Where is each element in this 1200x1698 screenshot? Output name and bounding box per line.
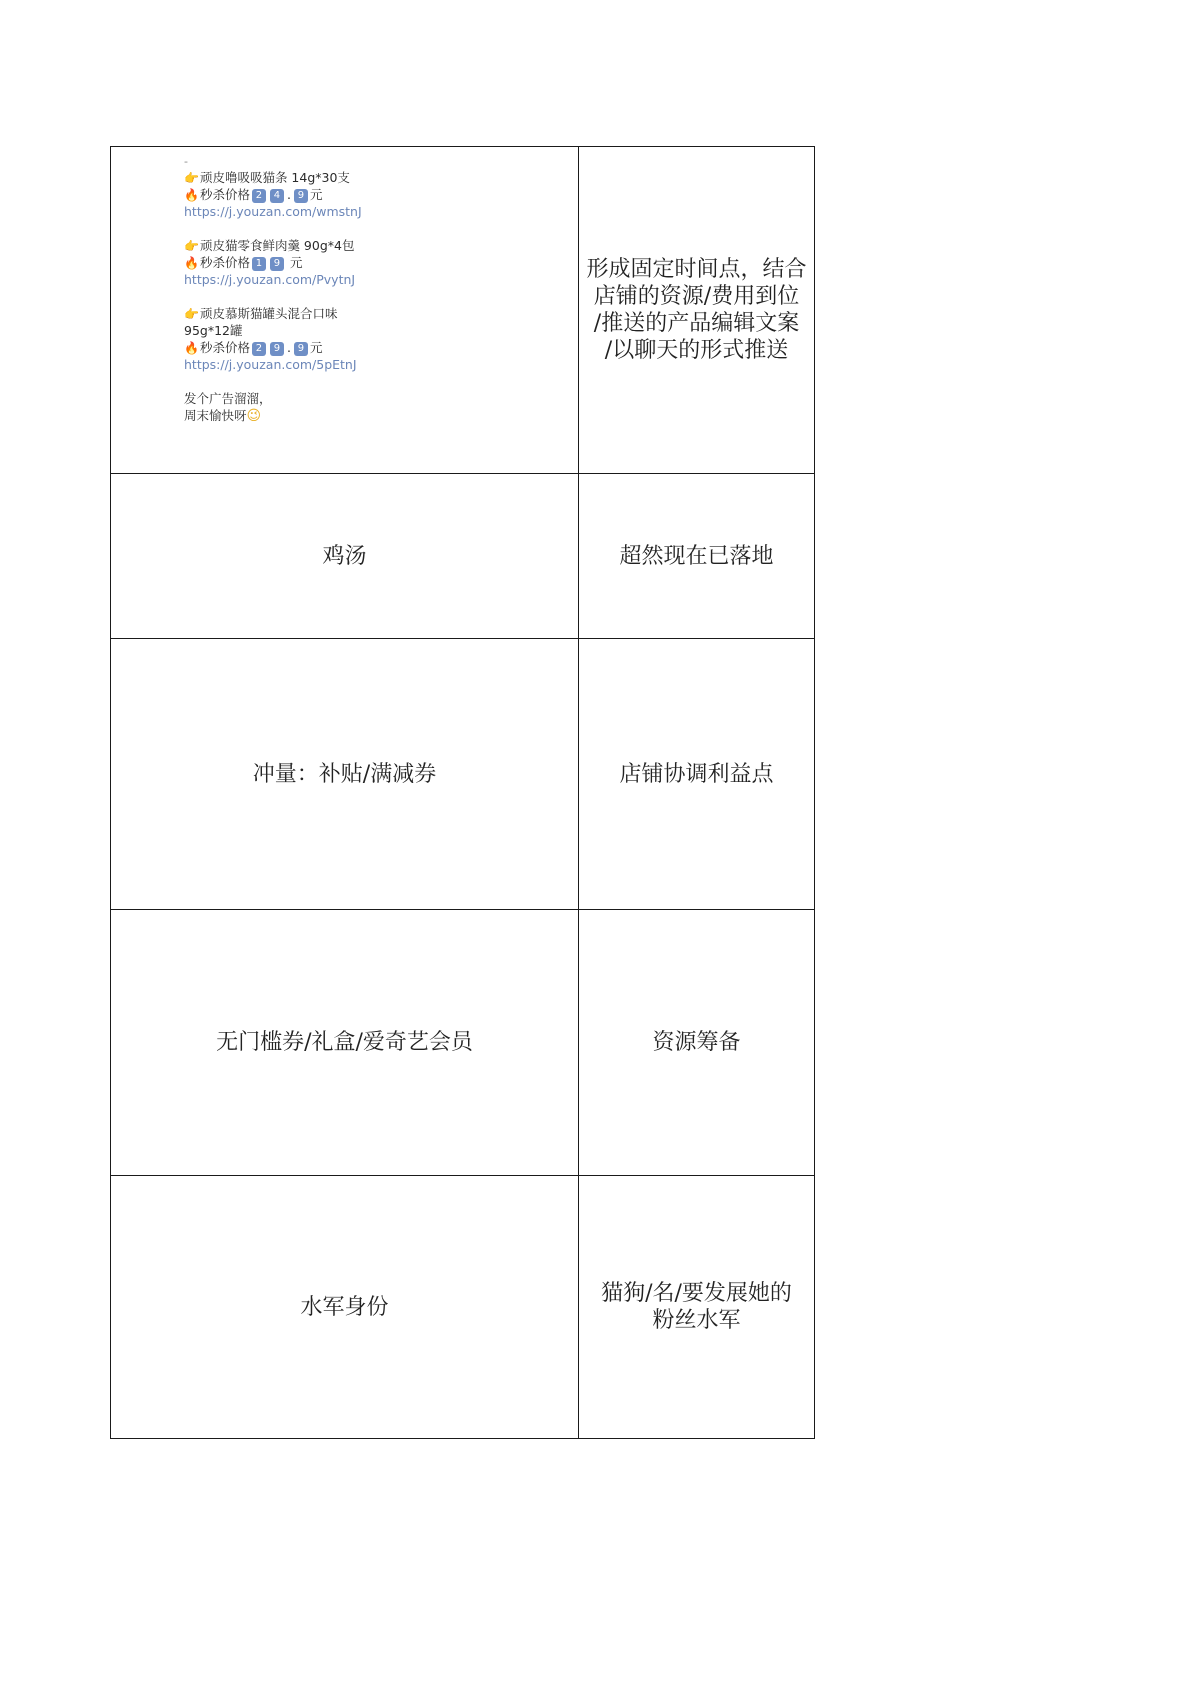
content-cell: 无门槛券/礼盒/爱奇艺会员 <box>111 910 579 1176</box>
note-line: 形成固定时间点，结合 <box>586 257 807 282</box>
digit-keycap-icon: 2 <box>252 342 266 356</box>
note-line: 店铺的资源/费用到位 <box>593 284 800 309</box>
digit-keycap-icon: 1 <box>252 257 266 271</box>
product-line <box>184 305 362 322</box>
price-prefix: 秒杀价格 <box>199 187 250 202</box>
note-line: 猫狗/名/要发展她的 <box>601 1281 792 1306</box>
note-line: 粉丝水军 <box>652 1308 741 1333</box>
backhand-index-pointing-right-icon: 👉 <box>184 307 199 321</box>
note-cell <box>579 474 815 639</box>
product-name: 顽皮猫零食鲜肉羹 90g*4包 <box>199 238 355 253</box>
note-line: 超然现在已落地 <box>619 543 774 569</box>
fire-icon: 🔥 <box>184 341 199 355</box>
product-line <box>184 237 362 254</box>
product-name: 顽皮慕斯猫罐头混合口味 <box>199 306 338 321</box>
product-line <box>184 169 362 186</box>
digit-keycap-icon: 4 <box>270 189 284 203</box>
closing-text: 周末愉快呀 <box>184 408 247 423</box>
price-prefix: 秒杀价格 <box>199 255 250 270</box>
product-link[interactable]: https://j.youzan.com/wmstnJ <box>184 204 362 219</box>
digit-keycap-icon: 9 <box>294 189 308 203</box>
table-row <box>111 910 815 1176</box>
document-table <box>110 146 815 1439</box>
table-row <box>111 639 815 910</box>
price-unit: 元 <box>289 255 303 270</box>
price-line <box>184 254 362 271</box>
fire-icon: 🔥 <box>184 188 199 202</box>
note-cell <box>579 639 815 910</box>
content-cell: 冲量：补贴/满减券 <box>111 639 579 910</box>
digit-keycap-icon: 2 <box>252 189 266 203</box>
table-row <box>111 1176 815 1439</box>
chat-dash: - <box>184 155 188 168</box>
price-prefix: 秒杀价格 <box>199 340 250 355</box>
closing-line <box>184 407 362 424</box>
content-cell: 鸡汤 <box>111 474 579 639</box>
price-unit: 元 <box>309 187 323 202</box>
note-cell <box>579 147 815 474</box>
chat-screenshot <box>111 147 578 473</box>
backhand-index-pointing-right-icon: 👉 <box>184 171 199 185</box>
note-cell <box>579 1176 815 1439</box>
product-link[interactable]: https://j.youzan.com/PvytnJ <box>184 272 356 287</box>
table-row <box>111 147 815 474</box>
closing-line: 发个广告溜溜， <box>184 391 272 406</box>
digit-keycap-icon: 9 <box>294 342 308 356</box>
note-line: /以聊天的形式推送 <box>604 338 789 363</box>
price-unit: 元 <box>309 340 323 355</box>
digit-keycap-icon: 9 <box>270 342 284 356</box>
note-line: 资源筹备 <box>652 1030 741 1055</box>
content-cell: 水军身份 <box>111 1176 579 1439</box>
product-name: 顽皮噜吸吸猫条 14g*30支 <box>199 170 350 185</box>
price-line: 🔥秒杀价格 2 9 . 9 元 <box>184 340 323 355</box>
product-link[interactable]: https://j.youzan.com/5pEtnJ <box>184 357 357 372</box>
winking-face-icon: 😉 <box>246 408 262 424</box>
note-cell <box>579 910 815 1176</box>
price-line: 🔥秒杀价格 2 4 . 9 元 <box>184 187 323 202</box>
product-name-line2: 95g*12罐 <box>184 323 243 338</box>
digit-keycap-icon: 9 <box>270 257 284 271</box>
note-line: /推送的产品编辑文案 <box>593 311 800 336</box>
backhand-index-pointing-right-icon: 👉 <box>184 239 199 253</box>
fire-icon: 🔥 <box>184 256 199 270</box>
note-line: 店铺协调利益点 <box>619 761 774 787</box>
table-row <box>111 474 815 639</box>
chat-screenshot-cell <box>111 147 579 474</box>
